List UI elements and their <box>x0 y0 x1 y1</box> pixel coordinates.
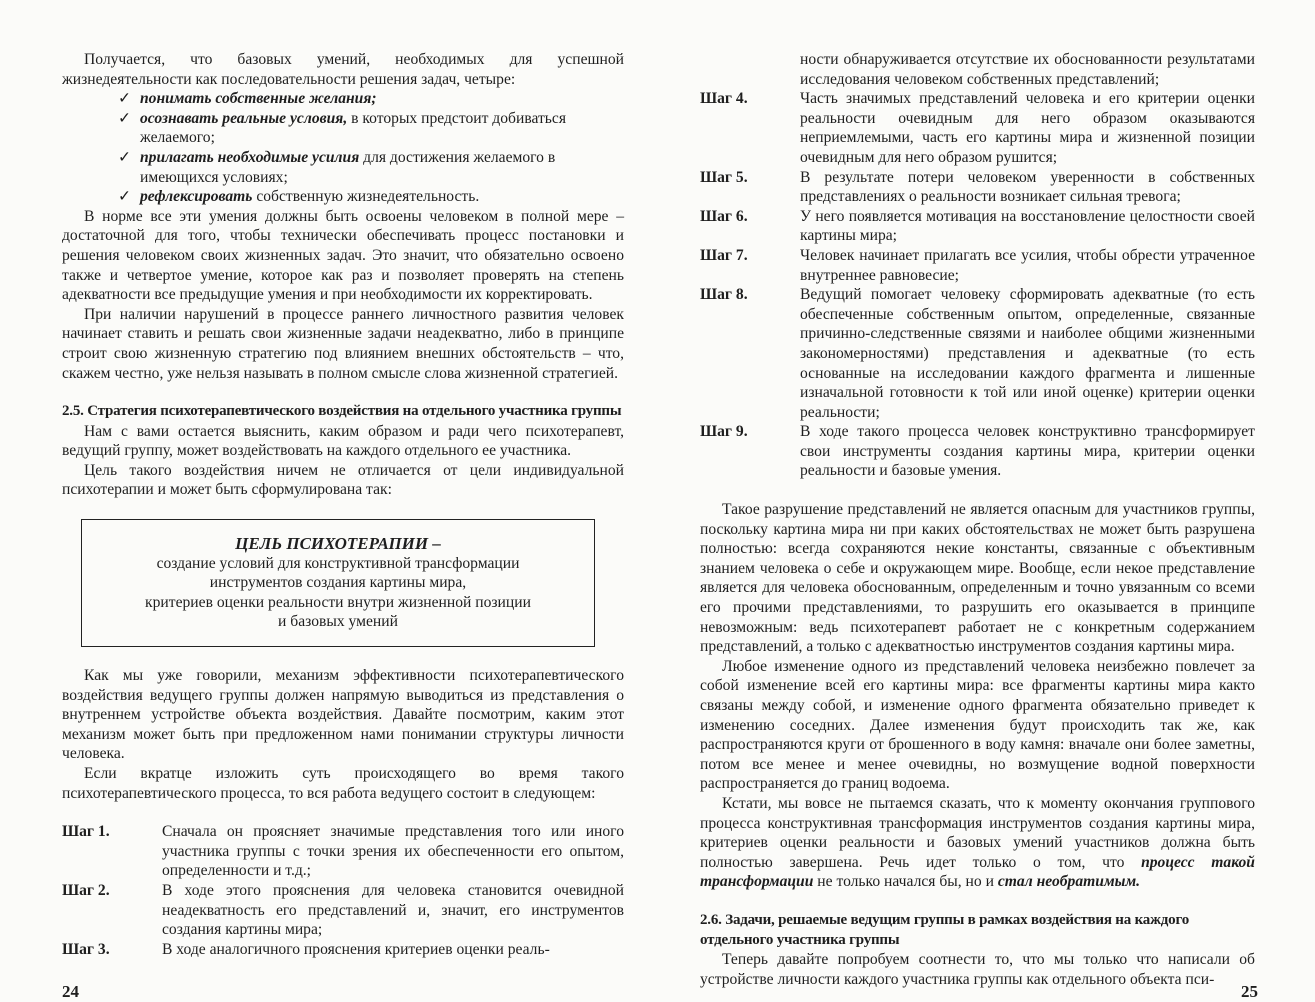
basic-skills-list <box>62 89 624 207</box>
step-text: Человек начинает прилагать все усилия, чтобы обрести утраченное внутреннее равновесие; <box>800 246 1255 284</box>
step-label: Шаг 4. <box>700 90 748 108</box>
step-item <box>62 881 624 940</box>
step-text: Часть значимых представлений человека и его критерии оценки реальности очевидным для него образом оказываются неприемлемыми, часть его картины мира и жизненной позиции очевидным для него образом рушится; <box>800 90 1255 166</box>
page-number-right: 25 <box>1241 982 1258 1001</box>
steps-list <box>62 822 624 959</box>
step-item <box>700 168 1255 207</box>
step-text: В результате потери человеком уверенности в собственных представлениях о реальности возникает сильная тревога; <box>800 168 1255 206</box>
step-label: Шаг 5. <box>700 168 748 186</box>
body-paragraph: Кстати, мы вовсе не пытаемся сказать, что к моменту окончания группового процесса конструктивная трансформация инструментов создания картины мира, критериев оценки реальности и базовых умений участников должна быть полностью завершена. Речь идет только о том, что процесс такой трансформации не только начался бы, но и стал необратимым. <box>700 794 1255 891</box>
step-text: У него появляется мотивация на восстановление целостности своей картины мира; <box>800 207 1255 245</box>
step-label: Шаг 9. <box>700 423 748 441</box>
steps-list <box>700 89 1255 481</box>
checkmark-icon: ✓ <box>118 148 132 166</box>
checkmark-icon: ✓ <box>118 188 132 206</box>
step-text: Сначала он проясняет значимые представления того или иного участника группы с точки зрения их обеспеченности его опытом, определенности и т.д.; <box>162 823 624 880</box>
step-item <box>62 822 624 881</box>
body-paragraph: При наличии нарушений в процессе раннего личностного развития человек начинает ставить и решать свои жизненные задачи неадекватно, либо в принципе строит свою жизненную стратегию под влиянием внешних обстоятельств – что, скажем честно, уже нельзя называть в полном смысле слова жизненной стратегией. <box>62 305 624 382</box>
step-label: Шаг 6. <box>700 207 748 225</box>
section-heading: 2.5. Стратегия психотерапевтического воздействия на отдельного участника группы <box>62 403 622 420</box>
intro-paragraph: Получается, что базовых умений, необходимых для успешной жизнедеятельности как последовательности решения задач, четыре: <box>62 51 624 88</box>
body-paragraph: Цель такого воздействия ничем не отличается от цели индивидуальной психотерапии и может быть сформулирована так: <box>62 461 624 499</box>
step-item <box>62 940 624 960</box>
list-item: ✓ прилагать необходимые усилия для достижения желаемого в имеющихся условиях; <box>118 148 556 186</box>
body-paragraph: Теперь давайте попробуем соотнести то, что мы только что написали об устройстве личности каждого участника группы как отдельного объекта пси- <box>700 951 1255 988</box>
step-item <box>700 422 1255 481</box>
step-item <box>700 285 1255 422</box>
step-item <box>700 89 1255 167</box>
list-item: ✓ осознавать реальные условия, в которых предстоит добиваться желаемого; <box>118 109 567 147</box>
step-item <box>700 207 1255 246</box>
body-paragraph: Если вкратце изложить суть происходящего во время такого психотерапевтического процесса, то вся работа ведущего состоит в следующем: <box>62 765 624 802</box>
checkmark-icon: ✓ <box>118 90 132 108</box>
step-label: Шаг 7. <box>700 246 748 264</box>
box-line: и базовых умений <box>278 613 398 631</box>
emphasis: процесс такой трансформации <box>700 853 1255 891</box>
list-item: ✓ понимать собственные желания; <box>118 90 377 108</box>
body-paragraph: Как мы уже говорили, механизм эффективности психотерапевтического воздействия ведущего группы должен напрямую выводиться из представления о внутреннем устройстве объекта воздействия. Давайте посмотрим, каким этот механизм может быть при предложенном нами понимании структуры личности человека. <box>62 667 624 763</box>
step-label: Шаг 3. <box>62 940 110 958</box>
section-heading: 2.6. Задачи, решаемые ведущим группы в рамках воздействия на каждого отдельного участника группы <box>700 911 1190 948</box>
step-label: Шаг 2. <box>62 881 110 899</box>
step-label: Шаг 8. <box>700 286 748 304</box>
box-line: создание условий для конструктивной трансформации <box>156 554 520 572</box>
step-label: Шаг 1. <box>62 823 110 841</box>
step-text: Ведущий помогает человеку сформировать адекватные (то есть обеспеченные собственным опытом, определенные, связанные причинно-следственные связями и наиболее общими жизненными закономерностями) представления и адекватные (то есть основанные на исследовании каждого фрагмента и лишенные изначальной готовности к той или иной оценке) критерии оценки реальности; <box>800 286 1255 421</box>
step-continuation: ности обнаруживается отсутствие их обоснованности результатами исследования человеком собственных представлений; <box>800 51 1255 88</box>
body-paragraph: В норме все эти умения должны быть освоены человеком в полной мере – достаточной для того, чтобы технически обеспечивать процесс постановки и решения человеком своих жизненных задач. Это значит, что обязательно освоено также и четвертое умение, которое как раз и позволяет проверять на степень адекватности все предыдущие умения и при необходимости их корректировать. <box>62 207 624 304</box>
psychotherapy-goal-box <box>81 519 595 647</box>
body-paragraph: Любое изменение одного из представлений человека неизбежно повлечет за собой изменение всей его картины мира: все фрагменты картины мира както связаны между собой, и изменение одного фрагмента обязательно приведет к изменению соседних. Далее изменения будут происходить так же, как распространяются круги от брошенного в воду камня: вначале они более заметны, потом все менее и менее очевидны, но возмущение водной поверхности распространяется до границ водоема. <box>700 657 1255 793</box>
left-page <box>62 50 624 959</box>
step-text: В ходе аналогичного прояснения критериев оценки реаль- <box>162 940 550 958</box>
box-line: инструментов создания картины мира, <box>209 574 467 592</box>
list-item: ✓ рефлексировать собственную жизнедеятельность. <box>118 188 480 206</box>
body-paragraph: Такое разрушение представлений не является опасным для участников группы, поскольку картина мира ни при каких обстоятельствах не может быть разрушена полностью: всегда сохраняются некие константы, связанные с объективным знанием человека о себе и окружающем мире. Вообще, если некое представление является для человека обоснованным, определенным и точно увязанным со всеми его прочими представлениями, то разрушить его оказывается в принципе невозможным: ведь психотерапевт работает не с конкретным содержанием представлений, а только с адекватностью инструментов создания картины мира. <box>700 501 1255 656</box>
body-paragraph: Нам с вами остается выяснить, каким образом и ради чего психотерапевт, ведущий группу, может воздействовать на каждого отдельного ее участника. <box>62 422 624 460</box>
right-page <box>700 50 1255 989</box>
page-number-left: 24 <box>62 982 79 1001</box>
checkmark-icon: ✓ <box>118 109 132 127</box>
step-item <box>700 246 1255 285</box>
step-text: В ходе этого прояснения для человека становится очевидной неадекватность его представлений и, значит, его инструментов создания картины мира; <box>162 881 624 939</box>
box-line: критериев оценки реальности внутри жизненной позиции <box>145 593 531 611</box>
emphasis: стал необратимым. <box>997 873 1141 891</box>
box-title: ЦЕЛЬ ПСИХОТЕРАПИИ – <box>235 534 441 554</box>
step-text: В ходе такого процесса человек конструктивно трансформирует свои инструменты создания картины мира, критерии оценки реальности и базовые умения. <box>800 423 1255 480</box>
